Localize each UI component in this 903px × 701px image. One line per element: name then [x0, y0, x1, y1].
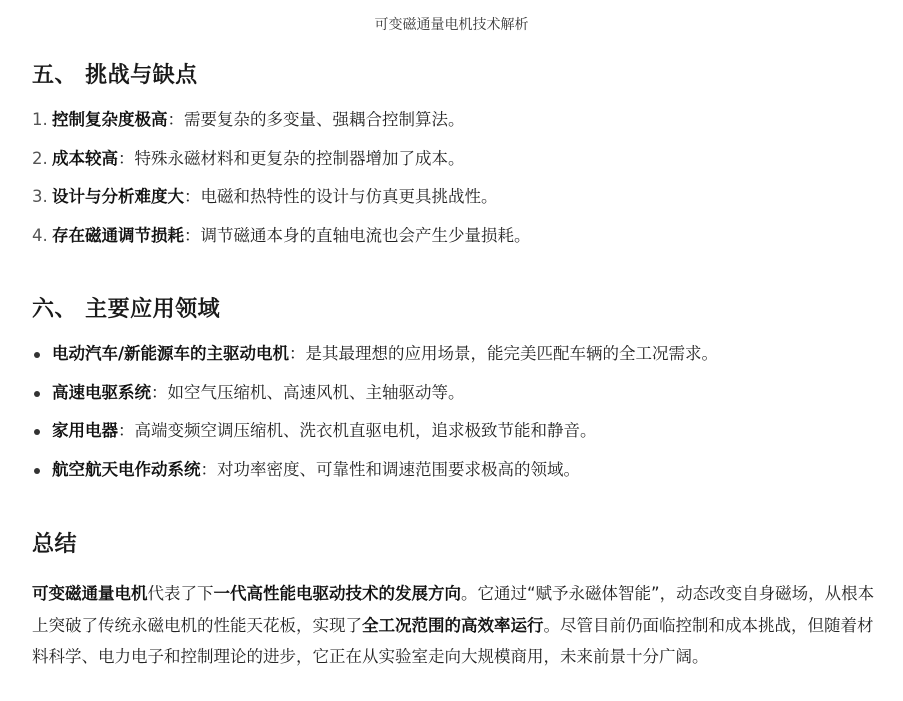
item-description: ：高端变频空调压缩机、洗衣机直驱电机，追求极致节能和静音。: [118, 421, 597, 440]
item-description: ：调节磁通本身的直轴电流也会产生少量损耗。: [184, 225, 531, 245]
list-item: [32, 412, 882, 451]
list-number: 1.: [32, 110, 48, 129]
item-term: 存在磁通调节损耗: [52, 225, 184, 245]
item-term: 高速电驱系统: [52, 382, 151, 402]
item-term: 控制复杂度极高: [52, 110, 168, 129]
summary-text: 。它通过“赋予永磁体智能”，动态改变自身磁场，从根本上突破了传统永磁电机的性能天花板，实现了: [32, 584, 875, 635]
list-item: [32, 374, 882, 413]
list-item: [32, 178, 882, 217]
summary-bold-text: 全工况范围的高效率运行: [362, 615, 544, 635]
summary-bold-text: 一代高性能电驱动技术的发展方向: [213, 584, 461, 603]
summary-heading: 总结: [32, 532, 78, 557]
challenges-heading: 五、 挑战与缺点: [32, 63, 198, 88]
item-description: ：对功率密度、可靠性和调速范围要求极高的领域。: [200, 459, 580, 479]
list-item: [32, 217, 882, 256]
item-description: ：电磁和热特性的设计与仿真更具挑战性。: [184, 187, 498, 206]
summary-text: 代表了下: [147, 584, 214, 603]
item-description: ：如空气压缩机、高速风机、主轴驱动等。: [151, 382, 465, 402]
list-item: [32, 140, 882, 179]
bullet-icon: [32, 335, 52, 374]
item-description: ：需要复杂的多变量、强耦合控制算法。: [167, 110, 465, 129]
item-description: ：是其最理想的应用场景，能完美匹配车辆的全工况需求。: [289, 344, 719, 363]
item-term: 家用电器: [52, 421, 118, 440]
bullet-icon: [32, 374, 52, 413]
bullet-icon: [32, 412, 52, 451]
summary-paragraph: [32, 578, 882, 673]
item-term: 成本较高: [52, 148, 118, 168]
item-term: 设计与分析难度大: [52, 187, 184, 206]
page-title: 可变磁通量电机技术解析: [374, 17, 529, 33]
applications-list: [32, 335, 882, 489]
list-item: [32, 101, 882, 140]
item-term: 航空航天电作动系统: [52, 459, 201, 479]
summary-section: [32, 527, 882, 673]
list-number: 4.: [32, 225, 48, 245]
challenges-list: [32, 101, 882, 255]
item-term: 电动汽车/新能源车的主驱动电机: [52, 344, 290, 363]
challenges-section: [32, 58, 882, 255]
summary-text: 。尽管目前仍面临控制和成本挑战，但随着材料科学、电力电子和控制理论的进步，它正在从实验室走向大规模商用，未来前景十分广阔。: [32, 615, 874, 666]
list-item: [32, 335, 882, 374]
summary-bold-text: 可变磁通量电机: [32, 584, 148, 603]
applications-heading: 六、 主要应用领域: [32, 297, 221, 322]
list-item: [32, 451, 882, 490]
bullet-icon: [32, 451, 52, 490]
list-number: 2.: [32, 148, 48, 168]
item-description: ：特殊永磁材料和更复杂的控制器增加了成本。: [118, 148, 465, 168]
list-number: 3.: [32, 187, 48, 206]
applications-section: [32, 292, 882, 489]
